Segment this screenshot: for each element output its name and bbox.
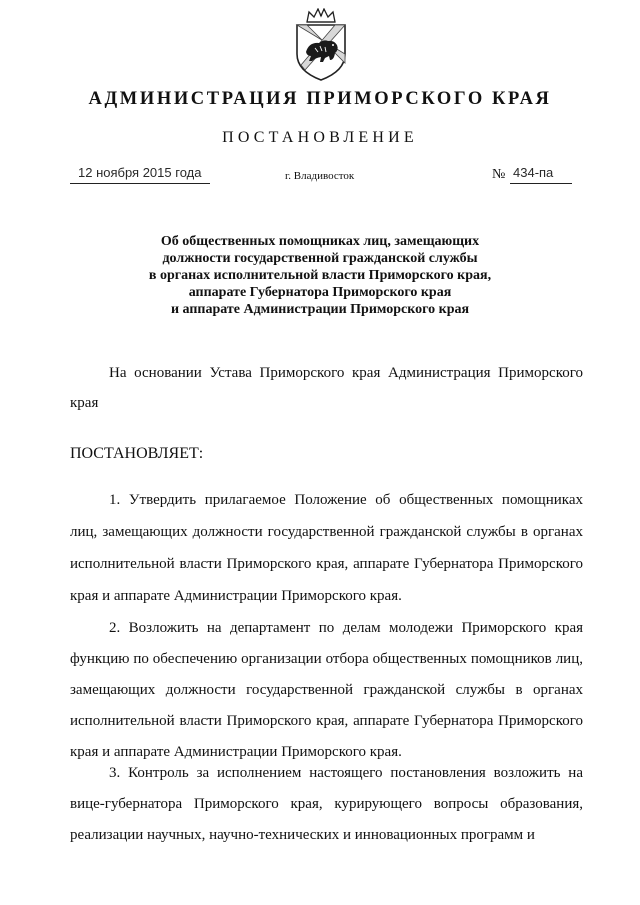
basis-paragraph: На основании Устава Приморского края Администрация Приморского края: [70, 365, 583, 411]
document-type: ПОСТАНОВЛЕНИЕ: [222, 129, 418, 146]
subject-line: аппарате Губернатора Приморского края: [188, 285, 452, 300]
document-number: 434-па: [513, 165, 554, 180]
number-sign: №: [492, 167, 506, 182]
subject-line: должности государственной гражданской службы: [162, 251, 478, 266]
document-subject: [110, 233, 530, 318]
subject-line: в органах исполнительной власти Приморского края,: [148, 268, 492, 283]
date-field: [70, 165, 210, 184]
document-date: 12 ноября 2015 года: [78, 165, 202, 180]
subject-line: и аппарате Администрации Приморского края: [170, 302, 470, 317]
document-city: г. Владивосток: [285, 170, 355, 182]
clause-1-paragraph: 1. Утвердить прилагаемое Положение об общественных помощниках лиц, замещающих должности государственной гражданской службы в органах исполнительной власти Приморского края, аппарате Губернатора Приморского края и аппарате Администрации Приморского края.: [70, 492, 583, 604]
subject-line: Об общественных помощниках лиц, замещающих: [160, 234, 480, 249]
organization-title: АДМИНИСТРАЦИЯ ПРИМОРСКОГО КРАЯ: [88, 89, 552, 109]
coat-of-arms-icon: [293, 8, 349, 82]
number-field: [510, 165, 572, 184]
clause-2-paragraph: 2. Возложить на департамент по делам молодежи Приморского края функцию по обеспечению организации отбора общественных помощников лиц, замещающих должности государственной гражданской службы в органах исполнительной власти Приморского края, аппарате Губернатора Приморского края и аппарате Администрации Приморского края.: [70, 620, 583, 760]
clause-3-paragraph: 3. Контроль за исполнением настоящего постановления возложить на вице-губернатора Приморского края, курирующего вопросы образования, реализации научных, научно-технических и инновационных программ и: [70, 765, 583, 843]
decree-heading: ПОСТАНОВЛЯЕТ:: [70, 445, 204, 462]
